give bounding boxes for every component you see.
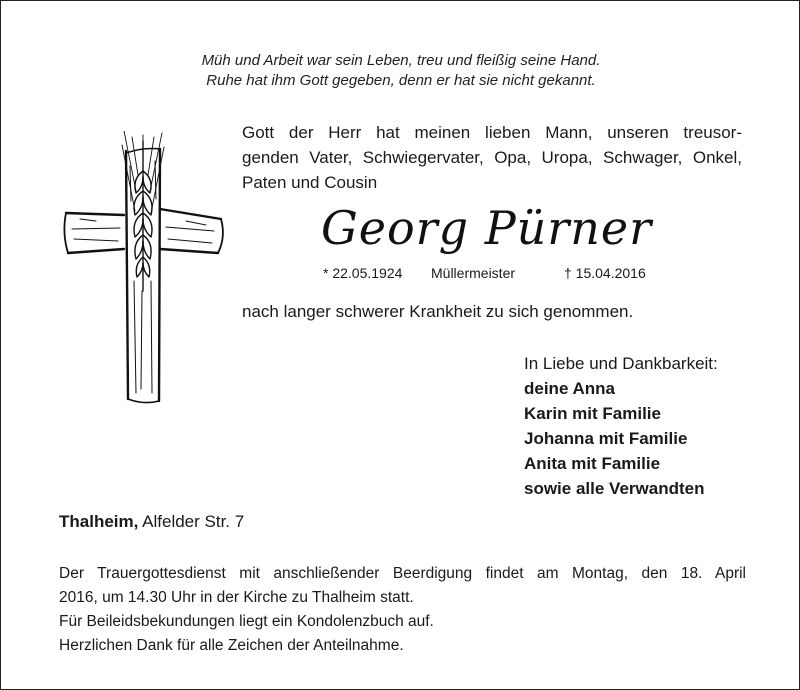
- intro-line-3: Paten und Cousin: [242, 173, 378, 192]
- condolence-book-note: Für Beileidsbekundungen liegt ein Kondolenzbuch auf.: [59, 613, 434, 630]
- mourner-name: Karin mit Familie: [524, 404, 661, 423]
- motto-line-1: Müh und Arbeit war sein Leben, treu und fleißig seine Hand.: [201, 52, 601, 69]
- birth-date: * 22.05.1924: [323, 265, 403, 281]
- service-info: [59, 562, 746, 658]
- mourners-thanks: In Liebe und Dankbarkeit:: [524, 354, 718, 373]
- intro-text: [242, 120, 742, 195]
- deceased-name: Georg Pürner: [321, 201, 653, 255]
- address-street: Alfelder Str. 7: [142, 512, 245, 531]
- mourner-name: Johanna mit Familie: [524, 429, 688, 448]
- service-line-1: Der Trauergottesdienst mit anschließender Beerdigung findet am Montag, den 18. April: [59, 565, 746, 582]
- mourner-name: sowie alle Verwandten: [524, 479, 705, 498]
- profession: Müllermeister: [431, 265, 516, 281]
- death-date: † 15.04.2016: [564, 265, 646, 281]
- mourners-block: [524, 351, 784, 501]
- address-town: Thalheim,: [59, 512, 139, 531]
- address: [59, 509, 244, 535]
- service-line-2: 2016, um 14.30 Uhr in der Kirche zu Thalheim statt.: [59, 589, 414, 606]
- mourner-name: Anita mit Familie: [524, 454, 661, 473]
- intro-line-1: Gott der Herr hat meinen lieben Mann, unseren treusor-: [242, 123, 742, 142]
- life-details: [1, 263, 800, 283]
- thanks-note: Herzlichen Dank für alle Zeichen der Anteilnahme.: [59, 637, 404, 654]
- mourner-name: deine Anna: [524, 379, 615, 398]
- outro-text: nach langer schwerer Krankheit zu sich genommen.: [242, 302, 634, 321]
- intro-line-2: genden Vater, Schwiegervater, Opa, Uropa, Schwager, Onkel,: [242, 148, 742, 167]
- motto-line-2: Ruhe hat ihm Gott gegeben, denn er hat sie nicht gekannt.: [206, 72, 596, 89]
- motto: [1, 51, 800, 91]
